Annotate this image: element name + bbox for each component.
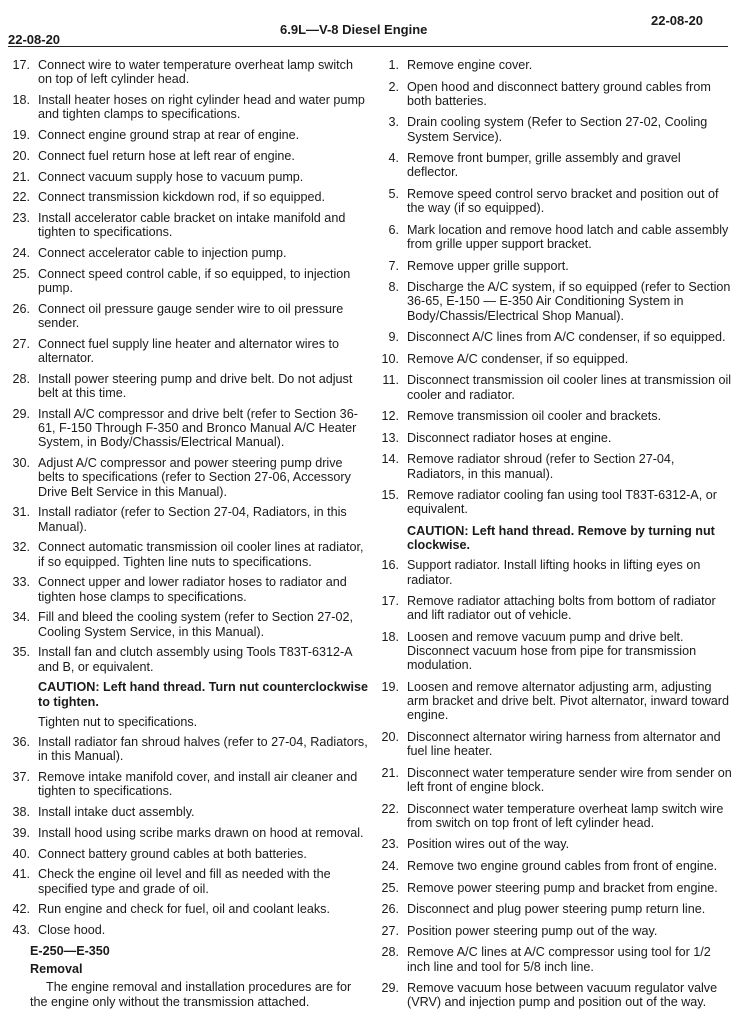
step-text: Remove A/C condenser, if so equipped. (407, 351, 629, 366)
step-text: Disconnect water temperature overheat lamp switch wire from switch on top front of left cylinder head. (407, 801, 724, 830)
step-number: 27. (12, 336, 30, 351)
step-item (370, 945, 734, 973)
step-text: Connect engine ground strap at rear of engine. (38, 128, 300, 142)
step-number: 39. (12, 825, 30, 840)
step-number: 26. (12, 301, 30, 316)
left-steps-continued (8, 735, 370, 937)
step-number: 43. (12, 923, 30, 938)
step-text: Remove upper grille support. (407, 258, 569, 273)
step-text: Remove radiator shroud (refer to Section 27-04, Radiators, in this manual). (407, 452, 675, 481)
step-text: Install fan and clutch assembly using Tools T83T-6312-A and B, or equivalent. (38, 645, 352, 674)
step-item (8, 211, 370, 239)
page-number-left: 22-08-20 (8, 32, 61, 47)
step-number: 34. (12, 610, 30, 625)
step-item (8, 805, 370, 819)
step-text: Install hood using scribe marks drawn on hood at removal. (38, 825, 364, 840)
step-number: 32. (12, 540, 30, 555)
step-text: Connect speed control cable, if so equipped, to injection pump. (38, 266, 351, 296)
step-item (8, 267, 370, 295)
step-number: 8. (388, 280, 399, 295)
left-caution: CAUTION: Left hand thread. Turn nut counterclockwise to tighten. (38, 680, 369, 709)
step-text: Mark location and remove hood latch and cable assembly from grille upper support bracket. (407, 222, 729, 251)
step-item (370, 859, 734, 873)
step-item (370, 802, 734, 830)
right-column (370, 58, 734, 1017)
step-text: Support radiator. Install lifting hooks in lifting eyes on radiator. (407, 558, 701, 587)
right-caution: CAUTION: Left hand thread. Remove by turning nut clockwise. (407, 523, 715, 553)
step-item (8, 149, 370, 163)
step-text: Disconnect water temperature sender wire from sender on left front of engine block. (407, 765, 732, 794)
step-text: Remove power steering pump and bracket from engine. (407, 880, 718, 895)
step-number: 29. (381, 981, 399, 996)
step-text: Install A/C compressor and drive belt (refer to Section 36-61, F-150 Through F-350 and Bronco Manual A/C Heater System, in Body/Chassis/Electrical Manual). (38, 406, 358, 450)
step-number: 37. (12, 770, 30, 784)
step-number: 20. (381, 729, 399, 744)
step-text: Discharge the A/C system, if so equipped (refer to Section 36-65, E-150 — E-350 Air Conditioning System in Body/Chassis/Electrical Shop Manual). (407, 280, 731, 323)
step-item (8, 847, 370, 861)
step-text: Install accelerator cable bracket on intake manifold and tighten to specifications. (38, 211, 346, 240)
step-item (370, 330, 734, 344)
step-item (8, 735, 370, 763)
right-steps (370, 58, 734, 517)
step-item (370, 680, 734, 723)
step-text: Connect upper and lower radiator hoses to radiator and tighten hose clamps to specifications. (38, 575, 347, 604)
step-item (370, 223, 734, 251)
step-number: 25. (12, 266, 30, 281)
step-number: 7. (388, 258, 399, 273)
subheading-removal: Removal (30, 962, 83, 977)
step-item (370, 80, 734, 108)
step-item (8, 456, 370, 499)
step-number: 14. (381, 452, 399, 467)
step-number: 9. (388, 330, 399, 345)
step-number: 19. (12, 128, 30, 142)
step-item (370, 151, 734, 179)
step-text: Connect wire to water temperature overheat lamp switch on top of left cylinder head. (38, 58, 353, 87)
step-text: Position power steering pump out of the way. (407, 923, 658, 938)
step-item (370, 924, 734, 938)
step-number: 3. (388, 115, 399, 130)
section-heading: E-250—E-350 (30, 943, 110, 958)
step-number: 20. (12, 148, 30, 163)
step-number: 17. (12, 58, 30, 72)
step-item (8, 128, 370, 142)
step-text: Connect vacuum supply hose to vacuum pump. (38, 169, 304, 184)
step-number: 28. (381, 945, 399, 960)
left-steps (8, 58, 370, 674)
step-item (370, 902, 734, 916)
step-text: Check the engine oil level and fill as needed with the specified type and grade of oil. (38, 867, 331, 896)
step-item (8, 867, 370, 895)
step-number: 29. (12, 406, 30, 421)
step-item (8, 610, 370, 638)
step-text: Disconnect and plug power steering pump return line. (407, 902, 706, 917)
step-text: Fill and bleed the cooling system (refer to Section 27-02, Cooling System Service, in this Manual). (38, 610, 354, 639)
step-text: Remove speed control servo bracket and position out of the way (if so equipped). (407, 186, 719, 216)
step-number: 41. (12, 867, 30, 882)
step-text: Run engine and check for fuel, oil and coolant leaks. (38, 902, 330, 917)
step-text: Remove front bumper, grille assembly and gravel deflector. (407, 151, 681, 180)
step-item (370, 837, 734, 851)
step-text: Disconnect radiator hoses at engine. (407, 430, 612, 445)
step-item (8, 645, 370, 673)
step-number: 17. (381, 594, 399, 609)
step-number: 26. (381, 902, 399, 917)
step-item (370, 630, 734, 673)
step-item (8, 372, 370, 400)
step-number: 40. (12, 846, 30, 861)
step-number: 35. (12, 645, 30, 660)
step-item (370, 115, 734, 143)
step-number: 21. (12, 169, 30, 184)
step-number: 30. (12, 456, 30, 471)
step-item (370, 373, 734, 401)
step-item (370, 488, 734, 516)
step-text: Connect automatic transmission oil cooler lines at radiator, if so equipped. Tighten line nuts to specifications. (38, 540, 364, 569)
step-text: Adjust A/C compressor and power steering pump drive belts to specifications (refer to Section 27-06, Accessory Drive Belt Service in this Manual). (38, 456, 351, 499)
step-text: Remove A/C lines at A/C compressor using tool for 1/2 inch line and tool for 5/8 inch line. (407, 945, 711, 974)
step-text: Drain cooling system (Refer to Section 27-02, Cooling System Service). (407, 115, 708, 144)
left-column (8, 58, 370, 1009)
step-item (370, 558, 734, 586)
step-item (370, 58, 734, 72)
step-number: 18. (381, 629, 399, 644)
step-number: 28. (12, 371, 30, 386)
intro-paragraph: The engine removal and installation procedures are for the engine only without the transmission attached. (30, 980, 352, 1009)
header-rule (8, 46, 728, 47)
step-item (370, 452, 734, 480)
step-item (370, 431, 734, 445)
step-number: 12. (381, 409, 399, 424)
step-text: Loosen and remove vacuum pump and drive belt. Disconnect vacuum hose from pipe for transmission modulation. (407, 629, 697, 673)
step-item (8, 190, 370, 204)
step-item (8, 302, 370, 330)
step-number: 1. (388, 58, 399, 72)
step-text: Close hood. (38, 923, 106, 938)
step-text: Connect battery ground cables at both batteries. (38, 846, 307, 861)
step-item (8, 770, 370, 798)
step-number: 27. (381, 923, 399, 938)
page-number-right: 22-08-20 (651, 13, 704, 28)
step-number: 42. (12, 902, 30, 917)
step-number: 36. (12, 735, 30, 749)
step-item (370, 352, 734, 366)
step-text: Disconnect transmission oil cooler lines at transmission oil cooler and radiator. (407, 373, 732, 402)
step-text: Install radiator (refer to Section 27-04, Radiators, in this Manual). (38, 505, 347, 534)
step-text: Remove transmission oil cooler and brackets. (407, 409, 662, 424)
step-number: 11. (382, 373, 399, 388)
step-text: Remove two engine ground cables from front of engine. (407, 858, 718, 873)
step-item (8, 93, 370, 121)
step-number: 22. (381, 801, 399, 816)
step-number: 2. (388, 79, 399, 94)
step-number: 4. (388, 151, 399, 166)
step-number: 15. (381, 488, 399, 503)
step-text: Install radiator fan shroud halves (refer to 27-04, Radiators, in this Manual). (38, 735, 368, 764)
step-text: Remove vacuum hose between vacuum regulator valve (VRV) and injection pump and position out of the way. (407, 981, 718, 1010)
step-number: 38. (12, 805, 30, 819)
step-item (8, 58, 370, 86)
step-item (370, 409, 734, 423)
step-number: 23. (12, 211, 30, 226)
step-text: Disconnect alternator wiring harness from alternator and fuel line heater. (407, 729, 721, 759)
right-steps-continued (370, 558, 734, 1009)
step-item (370, 881, 734, 895)
step-item (8, 337, 370, 365)
step-item (8, 902, 370, 916)
step-item (8, 170, 370, 184)
left-note: Tighten nut to specifications. (38, 714, 198, 729)
step-number: 6. (388, 222, 399, 237)
step-text: Install power steering pump and drive belt. Do not adjust belt at this time. (38, 371, 353, 401)
step-item (8, 923, 370, 937)
step-text: Remove intake manifold cover, and install air cleaner and tighten to specifications. (38, 770, 358, 799)
step-number: 24. (12, 246, 30, 261)
step-item (8, 540, 370, 568)
step-item (8, 826, 370, 840)
step-item (8, 505, 370, 533)
step-text: Remove radiator attaching bolts from bottom of radiator and lift radiator out of vehicle. (407, 594, 716, 623)
step-number: 16. (381, 558, 399, 573)
step-item (8, 246, 370, 260)
step-number: 18. (12, 93, 30, 107)
step-number: 22. (12, 190, 30, 205)
step-text: Connect transmission kickdown rod, if so equipped. (38, 190, 326, 205)
step-text: Loosen and remove alternator adjusting arm, adjusting arm bracket and drive belt. Pivot alternator, inward toward engine. (407, 679, 729, 723)
step-number: 31. (12, 505, 30, 520)
step-item (370, 981, 734, 1009)
step-item (370, 766, 734, 794)
step-text: Remove radiator cooling fan using tool T83T-6312-A, or equivalent. (407, 488, 717, 517)
step-item (8, 575, 370, 603)
step-number: 13. (381, 430, 399, 445)
step-item (370, 730, 734, 758)
step-text: Connect oil pressure gauge sender wire to oil pressure sender. (38, 301, 344, 331)
step-text: Open hood and disconnect battery ground cables from both batteries. (407, 79, 711, 108)
step-item (370, 187, 734, 215)
step-number: 21. (381, 765, 399, 780)
step-number: 33. (12, 575, 30, 590)
step-number: 19. (381, 679, 399, 694)
step-item (370, 280, 734, 323)
step-number: 24. (381, 858, 399, 873)
page-title: 6.9L—V-8 Diesel Engine (280, 22, 428, 37)
step-item (370, 259, 734, 273)
step-text: Install intake duct assembly. (38, 805, 195, 819)
step-text: Install heater hoses on right cylinder head and water pump and tighten clamps to specifications. (38, 93, 365, 122)
step-number: 5. (388, 186, 399, 201)
step-text: Disconnect A/C lines from A/C condenser, if so equipped. (407, 330, 726, 345)
step-item (8, 407, 370, 450)
step-item (370, 594, 734, 622)
step-number: 25. (381, 880, 399, 895)
step-number: 10. (381, 351, 399, 366)
step-text: Connect accelerator cable to injection pump. (38, 246, 287, 261)
step-text: Position wires out of the way. (407, 837, 570, 852)
step-text: Connect fuel supply line heater and alternator wires to alternator. (38, 336, 340, 366)
step-text: Connect fuel return hose at left rear of engine. (38, 148, 295, 163)
step-number: 23. (381, 837, 399, 852)
step-text: Remove engine cover. (407, 58, 533, 72)
